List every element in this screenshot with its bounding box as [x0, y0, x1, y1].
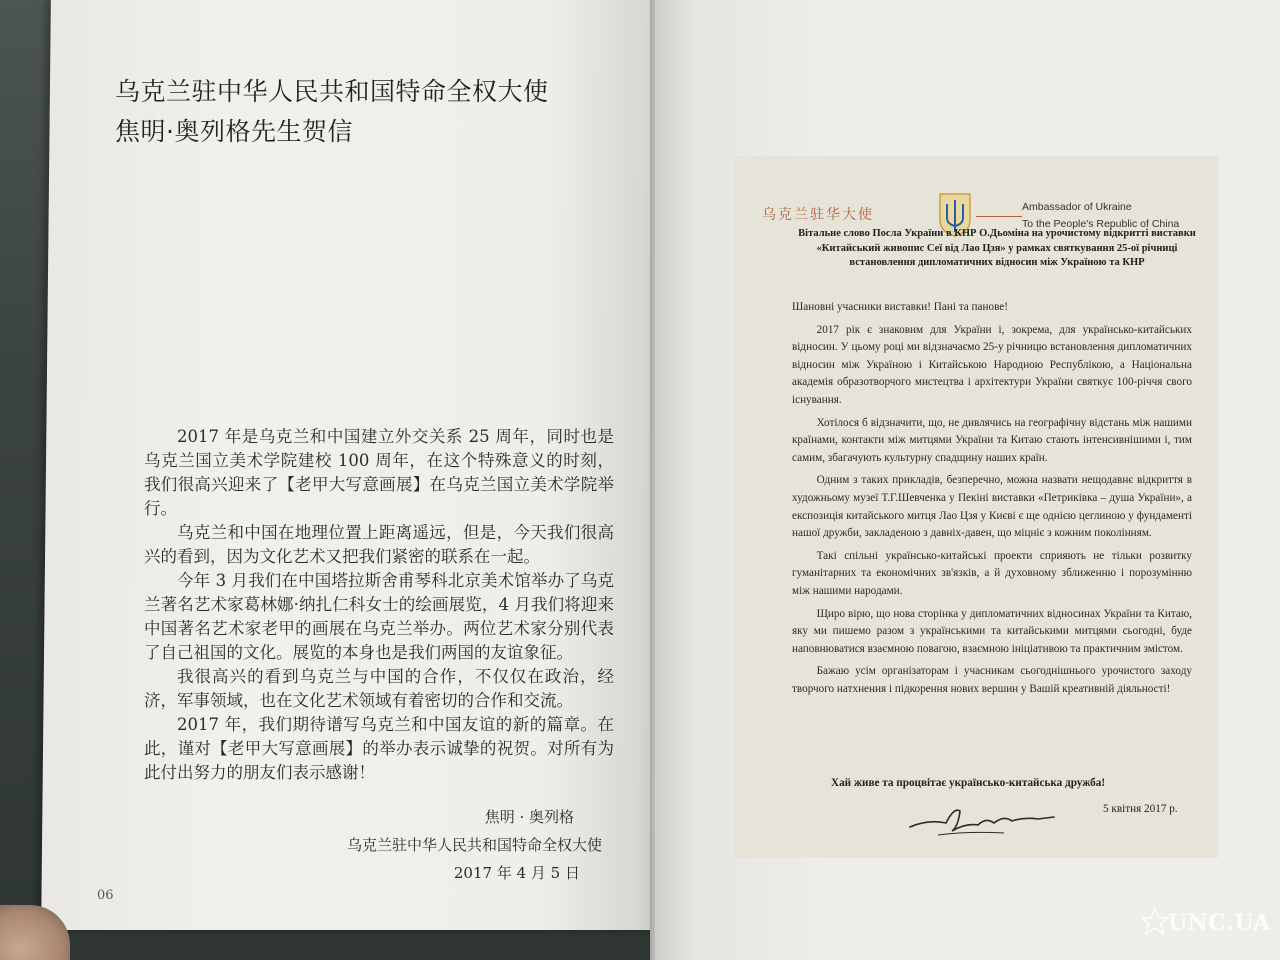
- letterhead-divider: [976, 216, 1022, 217]
- signature-name: 焦明 · 奥列格: [484, 808, 574, 826]
- chinese-letter-body: [144, 425, 614, 895]
- title-line-1: 乌克兰驻中华人民共和国特命全权大使: [115, 77, 549, 106]
- signature-title: 乌克兰驻中华人民共和国特命全权大使: [346, 836, 602, 854]
- page-number: 06: [97, 888, 114, 903]
- letter-closing: Хай живе та процвітає українсько-китайська дружба!: [831, 777, 1106, 789]
- ua-paragraph: Щиро вірю, що нова сторінка у дипломатичних відносинах України та Китаю, яку ми пишемо разом з українськими та китайськими митцями сьогодні, буде наповнюватися взаємною повагою, взаємною ініціативою та практичним змістом.: [792, 607, 1192, 655]
- letter-heading: Вітальне слово Посла України в КНР О.Дьоміна на урочистому відкритті виставки «Китайський живопис Сеї від Лао Цзя» у рамках святкування 25-ої річниці встановлення дипломатичних відносин між Україною та КНР: [798, 228, 1196, 268]
- signature-date: 2017 年 4 月 5 日: [453, 864, 580, 882]
- title-line-2: 焦明·奥列格先生贺信: [115, 117, 353, 146]
- cn-paragraph: 2017 年是乌克兰和中国建立外交关系 25 周年，同时也是乌克兰国立美术学院建校 100 周年，在这个特殊意义的时刻，我们很高兴迎来了【老甲大写意画展】在乌克兰国立美术学院举行。: [144, 427, 614, 518]
- cn-paragraph: 今年 3 月我们在中国塔拉斯舍甫琴科北京美术馆举办了乌克兰著名艺术家葛林娜·纳扎仁科女士的绘画展览，4 月我们将迎来中国著名艺术家老甲的画展在乌克兰举办。两位艺术家分别代表了自己祖国的文化。展览的本身也是我们两国的友谊象征。: [144, 571, 614, 662]
- ambassador-letter: [736, 157, 1218, 857]
- ua-paragraph: Хотілося б відзначити, що, не дивлячись на географічну відстань між нашими країнами, контакти між митцями України та Китаю стають інтенсивнішими і, тим самим, збагачують культурну спадщину наших країн.: [792, 416, 1192, 464]
- watermark-text: UNC.UA: [1168, 910, 1271, 936]
- ua-salutation: Шановні учасники виставки! Пані та панове!: [792, 301, 1008, 313]
- letter-date: 5 квітня 2017 р.: [1103, 803, 1178, 815]
- ua-paragraph: Такі спільні українсько-китайські проекти сприяють не тільки розвитку гуманітарних та економічних зв'язків, а й духовному зближенню і порозумінню між нашими народами.: [792, 549, 1192, 597]
- ua-paragraph: 2017 рік є знаковим для України і, зокрема, для українсько-китайських відносин. У цьому році ми відзначаємо 25-у річницю встановлення дипломатичних відносин між Україною і Китайською Народною Республікою, а Національна академія образотворчого мистецтва і архітектури України святкує 100-річчя свого існування.: [792, 323, 1192, 406]
- cn-signature-block: [144, 805, 614, 895]
- handwritten-signature: [908, 797, 1058, 842]
- ua-paragraph: Одним з таких прикладів, безперечно, можна назвати нещодавнє відкриття в художньому музеї Т.Г.Шевченка у Пекіні виставки «Петриківка – душа України», а експозиція китайського митця Лао Цзя у Києві є ще однією цеглиною у фундаменті нашої дружби, закладеною з давніх-давен, що міцніє з кожним поколінням.: [792, 474, 1192, 540]
- letterhead-en-line: To the People's Republic of China: [1022, 218, 1180, 230]
- letterhead-en-line: Ambassador of Ukraine: [1022, 201, 1132, 213]
- ua-paragraph: Бажаю усім організаторам і учасникам сьогоднішнього урочистого заходу творчого натхнення і підкорення нових вершин у Вашій креативній діяльності!: [792, 665, 1192, 695]
- watermark-logo-icon: [1140, 906, 1170, 940]
- cn-paragraph: 2017 年，我们期待谱写乌克兰和中国友谊的新的篇章。在此，谨对【老甲大写意画展】的举办表示诚挚的祝贺。对所有为此付出努力的朋友们表示感谢！: [144, 715, 614, 782]
- page-title: [115, 72, 615, 152]
- cn-paragraph: 我很高兴的看到乌克兰与中国的合作，不仅仅在政治，经济，军事领域，也在文化艺术领域有着密切的合作和交流。: [144, 667, 614, 710]
- letterhead-chinese: 乌克兰驻华大使: [762, 207, 874, 223]
- cn-paragraph: 乌克兰和中国在地理位置上距离遥远，但是，今天我们很高兴的看到，因为文化艺术又把我们紧密的联系在一起。: [144, 523, 614, 566]
- ukrainian-letter-body: [792, 299, 1192, 703]
